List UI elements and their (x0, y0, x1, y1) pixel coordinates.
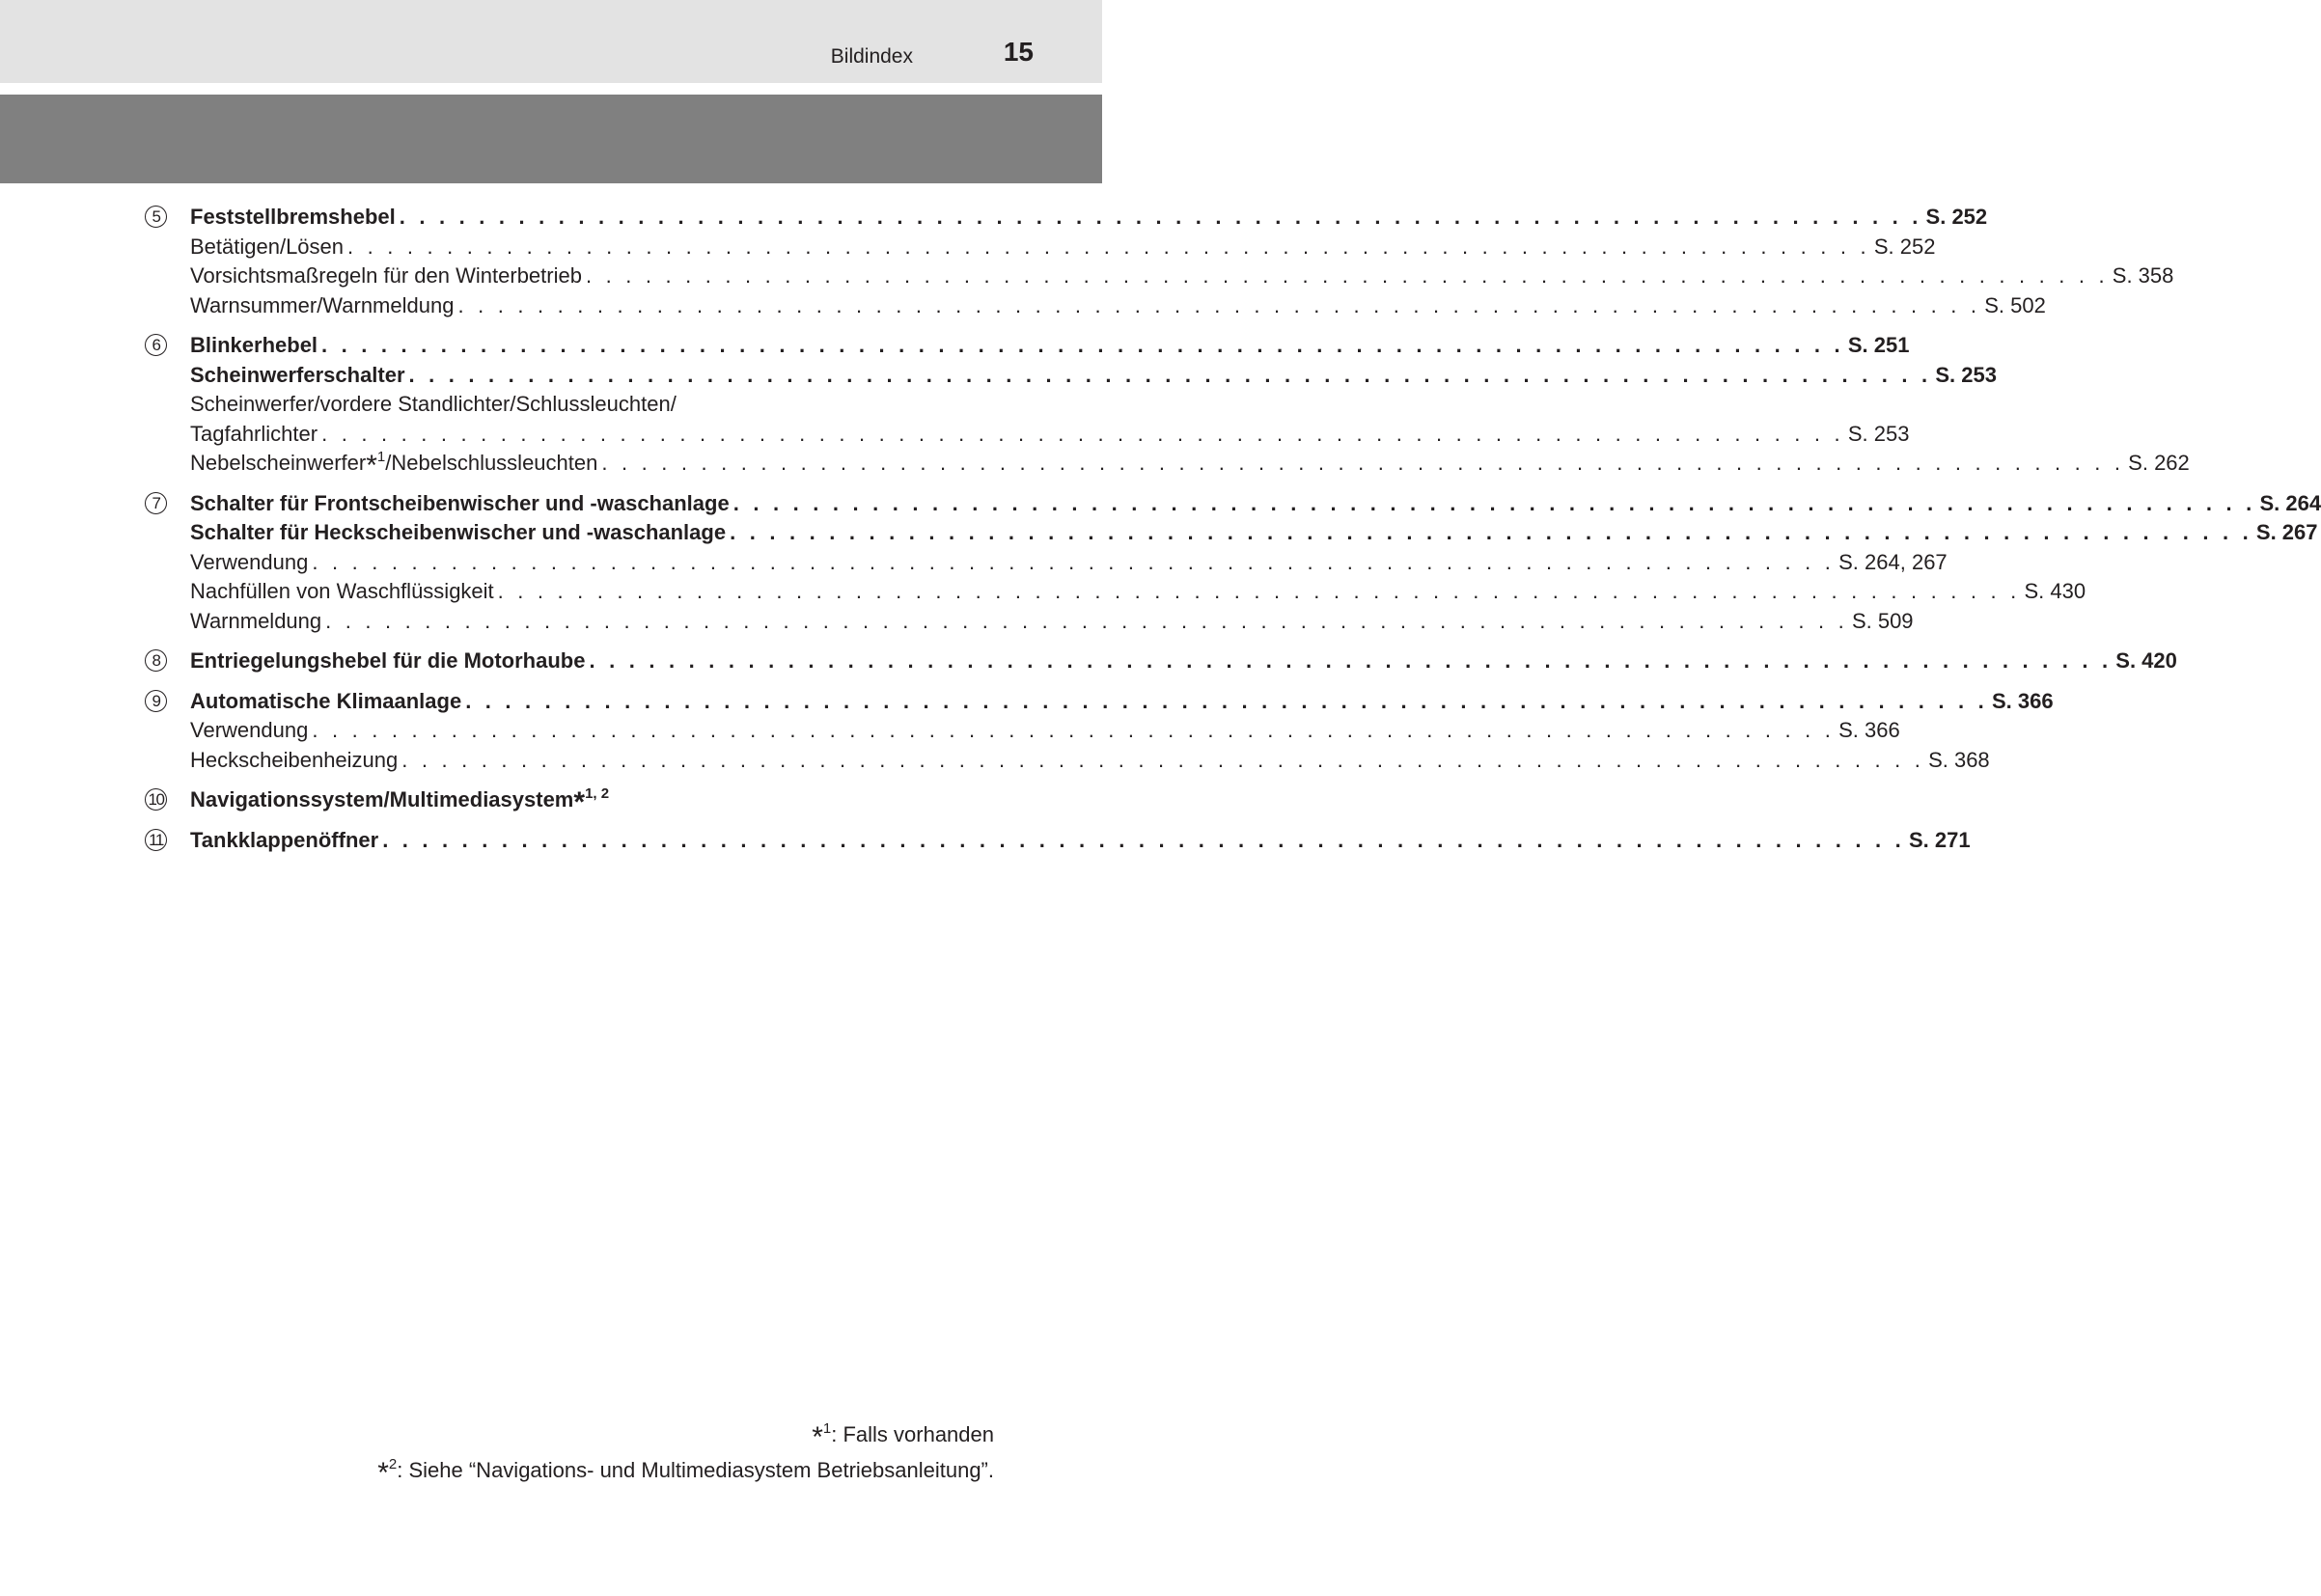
index-subentry (190, 577, 2086, 607)
dot-leader: . . . . . . . . . . . . . . . . . . . . . . . . . . . . . . . . . . . . . . . . . . . . . . . . . . . . . . . . . . . . . . . . . . . . . . . . . . . . . (401, 747, 1925, 772)
index-group-11 (145, 826, 1971, 856)
entry-label: Warnsummer/Warnmeldung (190, 292, 455, 317)
index-entry (190, 331, 1910, 361)
index-subentry (190, 716, 1900, 746)
footnote-text: : Falls vorhanden (831, 1422, 994, 1446)
footnote-ref: 1 (376, 449, 386, 465)
entry-label: Vorsichtsmaßregeln für den Winterbetrieb (190, 263, 582, 288)
page-reference[interactable]: S. 358 (2112, 263, 2174, 288)
dot-leader: . . . . . . . . . . . . . . . . . . . . . . . . . . . . . . . . . . . . . . . . . . . . . . . . . . . . . . . . . . . . . . . . . . . . . . . . . . . . . (589, 648, 2113, 673)
footnote-star: * (812, 1421, 823, 1453)
page-reference[interactable]: S. 251 (1847, 333, 1910, 357)
entry-label: Verwendung (190, 549, 309, 574)
entry-label: Tagfahrlichter (190, 421, 318, 446)
footnote-2 (377, 1452, 994, 1488)
dot-leader: . . . . . . . . . . . . . . . . . . . . . . . . . . . . . . . . . . . . . . . . . . . . . . . . . . . . . . . . . . . . . . . . . . . . . . . . . . . . . (601, 451, 2125, 475)
index-subentry (190, 449, 2190, 482)
entry-label: Verwendung (190, 718, 309, 742)
entry-label: Blinkerhebel (190, 333, 318, 357)
dot-leader: . . . . . . . . . . . . . . . . . . . . . . . . . . . . . . . . . . . . . . . . . . . . . . . . . . . . . . . . . . . . . . . . . . . . . . . . . . . . . (312, 718, 1836, 742)
item-number-badge: 8 (145, 649, 167, 672)
page-reference[interactable]: S. 262 (2128, 451, 2190, 475)
index-subentry (190, 233, 1936, 262)
footnote-1 (377, 1417, 994, 1452)
index-subentry (190, 746, 1990, 776)
item-number-badge: 11 (145, 829, 167, 851)
entry-label: Tankklappenöffner (190, 827, 379, 852)
entry-label-part: /Nebelschlussleuchten (385, 451, 598, 475)
page-reference[interactable]: S. 502 (1984, 292, 2046, 317)
entry-label: Schalter für Heckscheibenwischer und -waschanlage (190, 520, 727, 544)
page-reference[interactable]: S. 253 (1847, 421, 1910, 446)
index-subentry (190, 261, 2174, 291)
index-entry (190, 647, 2177, 676)
page-number: 15 (1003, 37, 1034, 67)
entry-label (190, 785, 610, 818)
index-subentry (190, 390, 951, 420)
page-reference[interactable]: S. 264, 267 (1838, 549, 1948, 574)
footnote-star: * (377, 1457, 389, 1489)
dot-leader: . . . . . . . . . . . . . . . . . . . . . . . . . . . . . . . . . . . . . . . . . . . . . . . . . . . . . . . . . . . . . . . . . . . . . . . . . . . . . (347, 234, 1870, 259)
footnotes (377, 1417, 994, 1488)
page-reference[interactable]: S. 509 (1851, 608, 1914, 633)
dot-leader: . . . . . . . . . . . . . . . . . . . . . . . . . . . . . . . . . . . . . . . . . . . . . . . . . . . . . . . . . . . . . . . . . . . . . . . . . . . . . (382, 827, 1905, 852)
index-subentry (190, 548, 1948, 578)
index-entry (190, 826, 1971, 856)
index-entry (190, 785, 951, 818)
entry-label: Entriegelungshebel für die Motorhaube (190, 648, 586, 673)
entry-label-part: Navigationssystem/Multimediasystem (190, 787, 574, 812)
page-reference[interactable]: S. 368 (1928, 747, 1990, 772)
page-header (0, 0, 1102, 83)
item-number-badge: 9 (145, 690, 167, 712)
index-entry (190, 203, 1988, 233)
dot-leader: . . . . . . . . . . . . . . . . . . . . . . . . . . . . . . . . . . . . . . . . . . . . . . . . . . . . . . . . . . . . . . . . . . . . . . . . . . . . . (399, 205, 1922, 229)
page-reference[interactable]: S. 253 (1935, 362, 1997, 387)
header-band (0, 95, 1102, 183)
page-reference[interactable]: S. 252 (1925, 205, 1988, 229)
index-subentry (190, 291, 2046, 321)
index-group-7 (145, 489, 2321, 637)
item-number-badge: 10 (145, 788, 167, 811)
page-reference[interactable]: S. 430 (2024, 579, 2086, 603)
footnote-star: * (573, 786, 586, 818)
index-entry (190, 361, 1997, 391)
entry-label: Betätigen/Lösen (190, 234, 345, 259)
dot-leader: . . . . . . . . . . . . . . . . . . . . . . . . . . . . . . . . . . . . . . . . . . . . . . . . . . . . . . . . . . . . . . . . . . . . . . . . . . . . . (497, 579, 2021, 603)
index-group-5 (145, 203, 2174, 320)
item-number-badge: 5 (145, 206, 167, 228)
dot-leader: . . . . . . . . . . . . . . . . . . . . . . . . . . . . . . . . . . . . . . . . . . . . . . . . . . . . . . . . . . . . . . . . . . . . . . . . . . . . . (408, 362, 1932, 387)
footnote-ref: 1 (822, 1420, 832, 1437)
footnote-ref: 2 (388, 1456, 398, 1472)
section-title: Bildindex (830, 45, 913, 68)
page-reference[interactable]: S. 267 (2255, 520, 2318, 544)
item-number-badge: 7 (145, 492, 167, 514)
page-reference[interactable]: S. 420 (2115, 648, 2177, 673)
dot-leader: . . . . . . . . . . . . . . . . . . . . . . . . . . . . . . . . . . . . . . . . . . . . . . . . . . . . . . . . . . . . . . . . . . . . . . . . . . . . . (325, 608, 1848, 633)
page-reference[interactable]: S. 366 (1838, 718, 1900, 742)
index-group-6 (145, 331, 2190, 482)
index-entry (190, 518, 2318, 548)
picture-index-list (145, 203, 2321, 866)
entry-label: Warnmeldung (190, 608, 322, 633)
index-entry (190, 687, 2054, 717)
index-group-9 (145, 687, 2054, 776)
dot-leader: . . . . . . . . . . . . . . . . . . . . . . . . . . . . . . . . . . . . . . . . . . . . . . . . . . . . . . . . . . . . . . . . . . . . . . . . . . . . . (730, 520, 2252, 544)
entry-label: Nachfüllen von Waschflüssigkeit (190, 579, 494, 603)
item-number-badge: 6 (145, 334, 167, 356)
index-group-8 (145, 647, 2177, 676)
dot-leader: . . . . . . . . . . . . . . . . . . . . . . . . . . . . . . . . . . . . . . . . . . . . . . . . . . . . . . . . . . . . . . . . . . . . . . . . . . . . . (457, 292, 1981, 317)
dot-leader: . . . . . . . . . . . . . . . . . . . . . . . . . . . . . . . . . . . . . . . . . . . . . . . . . . . . . . . . . . . . . . . . . . . . . . . . . . . . . (732, 490, 2256, 515)
footnote-ref: 1, 2 (585, 785, 610, 802)
entry-label: Scheinwerfer/vordere Standlichter/Schlussleuchten/ (190, 392, 677, 416)
page-reference[interactable]: S. 271 (1908, 827, 1971, 852)
entry-label: Scheinwerferschalter (190, 362, 405, 387)
page-reference[interactable]: S. 252 (1873, 234, 1936, 259)
entry-label (190, 449, 598, 482)
index-entry (190, 489, 2321, 519)
entry-label: Automatische Klimaanlage (190, 688, 462, 713)
index-subentry (190, 420, 1910, 450)
dot-leader: . . . . . . . . . . . . . . . . . . . . . . . . . . . . . . . . . . . . . . . . . . . . . . . . . . . . . . . . . . . . . . . . . . . . . . . . . . . . . (312, 549, 1836, 574)
dot-leader: . . . . . . . . . . . . . . . . . . . . . . . . . . . . . . . . . . . . . . . . . . . . . . . . . . . . . . . . . . . . . . . . . . . . . . . . . . . . . (321, 421, 1844, 446)
page-reference[interactable]: S. 366 (1991, 688, 2054, 713)
page-reference[interactable]: S. 264 (2259, 490, 2321, 515)
dot-leader: . . . . . . . . . . . . . . . . . . . . . . . . . . . . . . . . . . . . . . . . . . . . . . . . . . . . . . . . . . . . . . . . . . . . . . . . . . . . . (321, 333, 1844, 357)
index-group-10 (145, 785, 951, 818)
footnote-star: * (366, 450, 377, 482)
dot-leader: . . . . . . . . . . . . . . . . . . . . . . . . . . . . . . . . . . . . . . . . . . . . . . . . . . . . . . . . . . . . . . . . . . . . . . . . . . . . . (465, 688, 1988, 713)
entry-label: Feststellbremshebel (190, 205, 396, 229)
index-subentry (190, 607, 1914, 637)
entry-label: Schalter für Frontscheibenwischer und -waschanlage (190, 490, 730, 515)
footnote-text: : Siehe “Navigations- und Multimediasystem Betriebsanleitung”. (397, 1458, 994, 1482)
entry-label: Heckscheibenheizung (190, 747, 399, 772)
entry-label-part: Nebelscheinwerfer (190, 451, 367, 475)
dot-leader: . . . . . . . . . . . . . . . . . . . . . . . . . . . . . . . . . . . . . . . . . . . . . . . . . . . . . . . . . . . . . . . . . . . . . . . . . . . . . (585, 263, 2109, 288)
